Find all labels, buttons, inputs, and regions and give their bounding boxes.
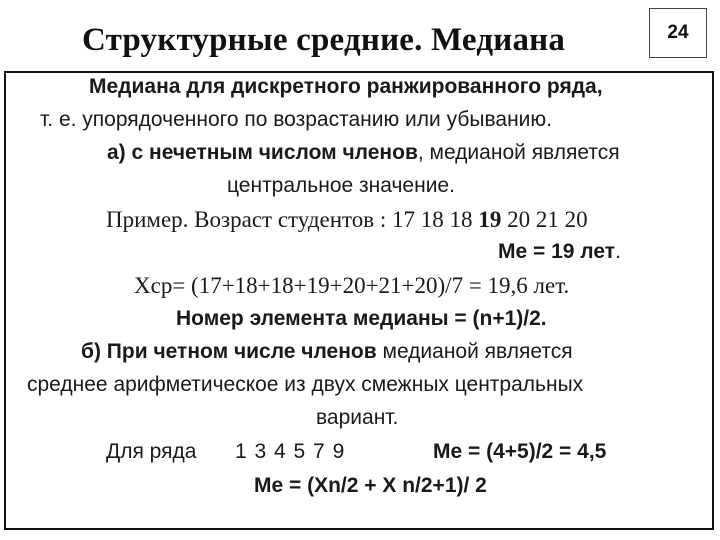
mean-formula: Xср= (17+18+18+19+20+21+20)/7 = 19,6 лет. <box>134 273 570 298</box>
example-median-value: 19 <box>478 207 502 232</box>
even-case-text: медианой является <box>376 340 573 363</box>
even-case-line <box>81 340 573 364</box>
slide-number-badge <box>649 8 707 58</box>
slide-title: Структурные средние. Медиана <box>82 22 566 58</box>
odd-case-line <box>107 141 620 165</box>
median-odd-result <box>498 240 621 264</box>
example-label: Пример. Возраст студентов : 17 18 18 <box>106 207 479 232</box>
example-line <box>106 207 588 233</box>
definition-line-1: Медиана для дискретного ранжированного ряда, <box>89 75 603 98</box>
odd-case-line-2: центральное значение. <box>227 174 455 197</box>
series-values: 1 3 4 5 7 9 <box>235 440 346 463</box>
median-index-formula: Номер элемента медианы = (n+1)/2. <box>176 307 547 330</box>
even-case-heading: б) При четном числе членов <box>81 340 377 363</box>
even-case-line-3: вариант. <box>316 406 399 429</box>
median-odd-value: Me = 19 лет <box>498 240 616 263</box>
median-even-result: Me = (4+5)/2 = 4,5 <box>433 440 607 463</box>
even-case-line-2: среднее арифметическое из двух смежных центральных <box>27 373 584 396</box>
odd-case-heading: а) с нечетным числом членов <box>107 141 418 164</box>
series-label: Для ряда <box>106 440 197 463</box>
median-odd-dot: . <box>615 240 621 263</box>
definition-line-2: т. е. упорядоченного по возрастанию или убыванию. <box>40 108 552 131</box>
odd-case-text: , медианой является <box>417 141 620 164</box>
example-rest-values: 20 21 20 <box>501 207 588 232</box>
slide-number: 24 <box>667 22 689 43</box>
median-general-formula: Me = (Xn/2 + X n/2+1)/ 2 <box>254 474 487 497</box>
